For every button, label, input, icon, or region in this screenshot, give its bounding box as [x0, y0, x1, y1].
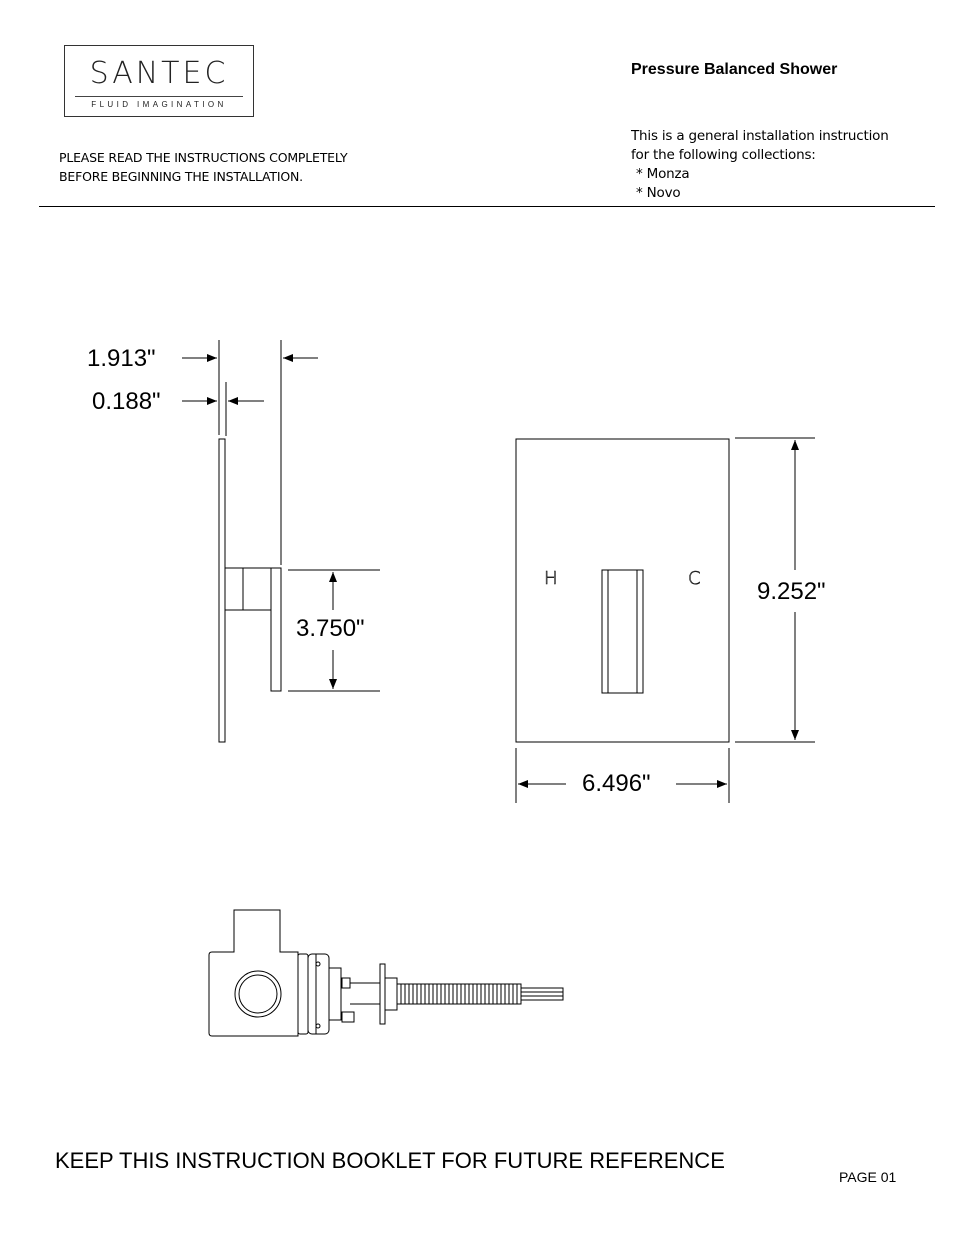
front-view [516, 438, 815, 803]
valve-view [209, 910, 563, 1036]
intro-line-2: for the following collections: [631, 147, 816, 163]
cold-mark: C [688, 568, 701, 589]
dim-plate-width: 6.496" [582, 770, 651, 797]
page-number: PAGE 01 [839, 1169, 897, 1185]
dim-handle-height: 3.750" [296, 615, 365, 642]
intro-line-1: This is a general installation instruction [631, 128, 889, 144]
collection-item-novo: * Novo [636, 185, 681, 201]
warning-line-2: BEFORE BEGINNING THE INSTALLATION. [59, 169, 303, 184]
dim-plate-thickness: 0.188" [92, 388, 161, 415]
logo-wordmark: SANTEC [89, 56, 229, 91]
hot-mark: H [544, 568, 558, 589]
logo-tagline: FLUID IMAGINATION [91, 100, 227, 109]
warning-line-1: PLEASE READ THE INSTRUCTIONS COMPLETELY [59, 150, 348, 165]
side-view [182, 340, 380, 742]
document-title: Pressure Balanced Shower [631, 61, 838, 78]
collection-item-monza: * Monza [636, 166, 690, 182]
dim-overall-depth: 1.913" [87, 345, 156, 372]
keep-booklet-note: KEEP THIS INSTRUCTION BOOKLET FOR FUTURE REFERENCE [55, 1148, 725, 1173]
dim-plate-height: 9.252" [757, 578, 826, 605]
